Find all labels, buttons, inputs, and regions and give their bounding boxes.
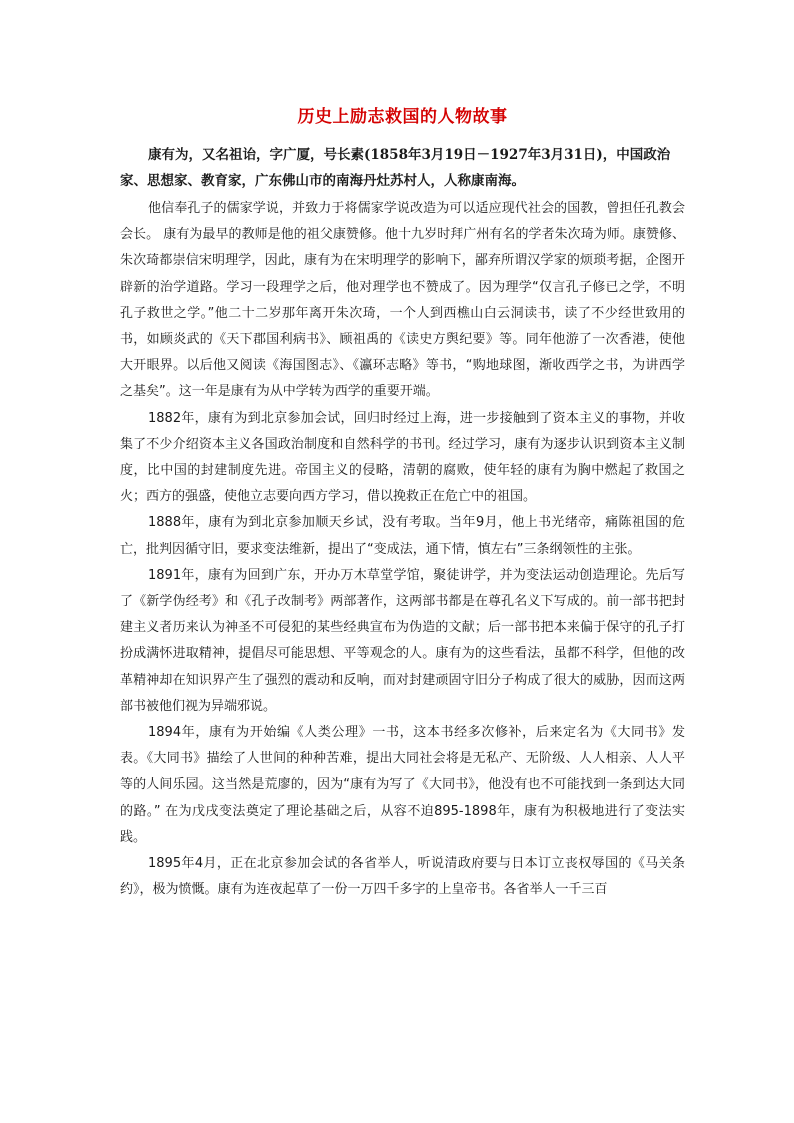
body-paragraph: 1895年4月，正在北京参加会试的各省举人，听说清政府要与日本订立丧权辱国的《马关条约》，极为愤慨。康有为连夜起草了一份一万四千多字的上皇帝书。各省举人一千三百 — [120, 856, 685, 898]
intro-paragraph: 康有为，又名祖诒，字广厦，号长素(1858年3月19日－1927年3月31日)，中国政治家、思想家、教育家，广东佛山市的南海丹灶苏村人，人称康南海。 — [120, 147, 671, 189]
body-paragraph: 1882年，康有为到北京参加会试，回归时经过上海，进一步接触到了资本主义的事物，并收集了不少介绍资本主义各国政治制度和自然科学的书刊。经过学习，康有为逐步认识到资本主义制度，比中国的封建制度先进。帝国主义的侵略，清朝的腐败，使年轻的康有为胸中燃起了救国之火；西方的强盛，使他立志要向西方学习，借以挽救正在危亡中的祖国。 — [120, 410, 685, 505]
body-paragraph: 1888年，康有为到北京参加顺天乡试，没有考取。当年9月，他上书光绪帝，痛陈祖国的危亡，批判因循守旧，要求变法维新，提出了“变成法，通下情，慎左右”三条纲领性的主张。 — [120, 515, 685, 557]
body-paragraph: 1891年，康有为回到广东，开办万木草堂学馆，聚徒讲学，并为变法运动创造理论。先后写了《新学伪经考》和《孔子改制考》两部著作，这两部书都是在尊孔名义下写成的。前一部书把封建主义者历来认为神圣不可侵犯的某些经典宣布为伪造的文献；后一部书把本来偏于保守的孔子打扮成满怀进取精神，提倡尽可能思想、平等观念的人。康有为的这些看法，虽都不科学，但他的改革精神却在知识界产生了强烈的震动和反响，而对封建顽固守旧分子构成了很大的威胁，因而这两部书被他们视为异端邪说。 — [120, 567, 685, 714]
document-page — [120, 102, 685, 903]
body-paragraph: 1894年，康有为开始编《人类公理》一书，这本书经多次修补，后来定名为《大同书》发表。《大同书》描绘了人世间的种种苦难，提出大同社会将是无私产、无阶级、人人相亲、人人平等的人间乐园。这当然是荒廖的，因为“康有为写了《大同书》，他没有也不可能找到一条到达大同的路。” 在为戊戌变法奠定了理论基础之后，从容不迫895-1898年，康有为积极地进行了变法实践。 — [120, 725, 685, 845]
document-title: 历史上励志救国的人物故事 — [297, 107, 508, 127]
body-paragraph: 他信奉孔子的儒家学说，并致力于将儒家学说改造为可以适应现代社会的国教，曾担任孔教会会长。 康有为最早的教师是他的祖父康赞修。他十九岁时拜广州有名的学者朱次琦为师。康赞修、朱次琦都崇信宋明理学，因此，康有为在宋明理学的影响下，鄙弃所谓汉学家的烦琐考据，企图开辟新的治学道路。学习一段理学之后，他对理学也不赞成了。因为理学“仅言孔子修已之学，不明孔子救世之学。”他二十二岁那年离开朱次琦，一个人到西樵山白云洞读书，读了不少经世致用的书，如顾炎武的《天下郡国利病书》、顾祖禹的《读史方舆纪要》等。同年他游了一次香港，使他大开眼界。以后他又阅读《海国图志》、《瀛环志略》等书，“购地球图，渐收西学之书，为讲西学之基矣”。这一年是康有为从中学转为西学的重要开端。 — [120, 201, 685, 400]
